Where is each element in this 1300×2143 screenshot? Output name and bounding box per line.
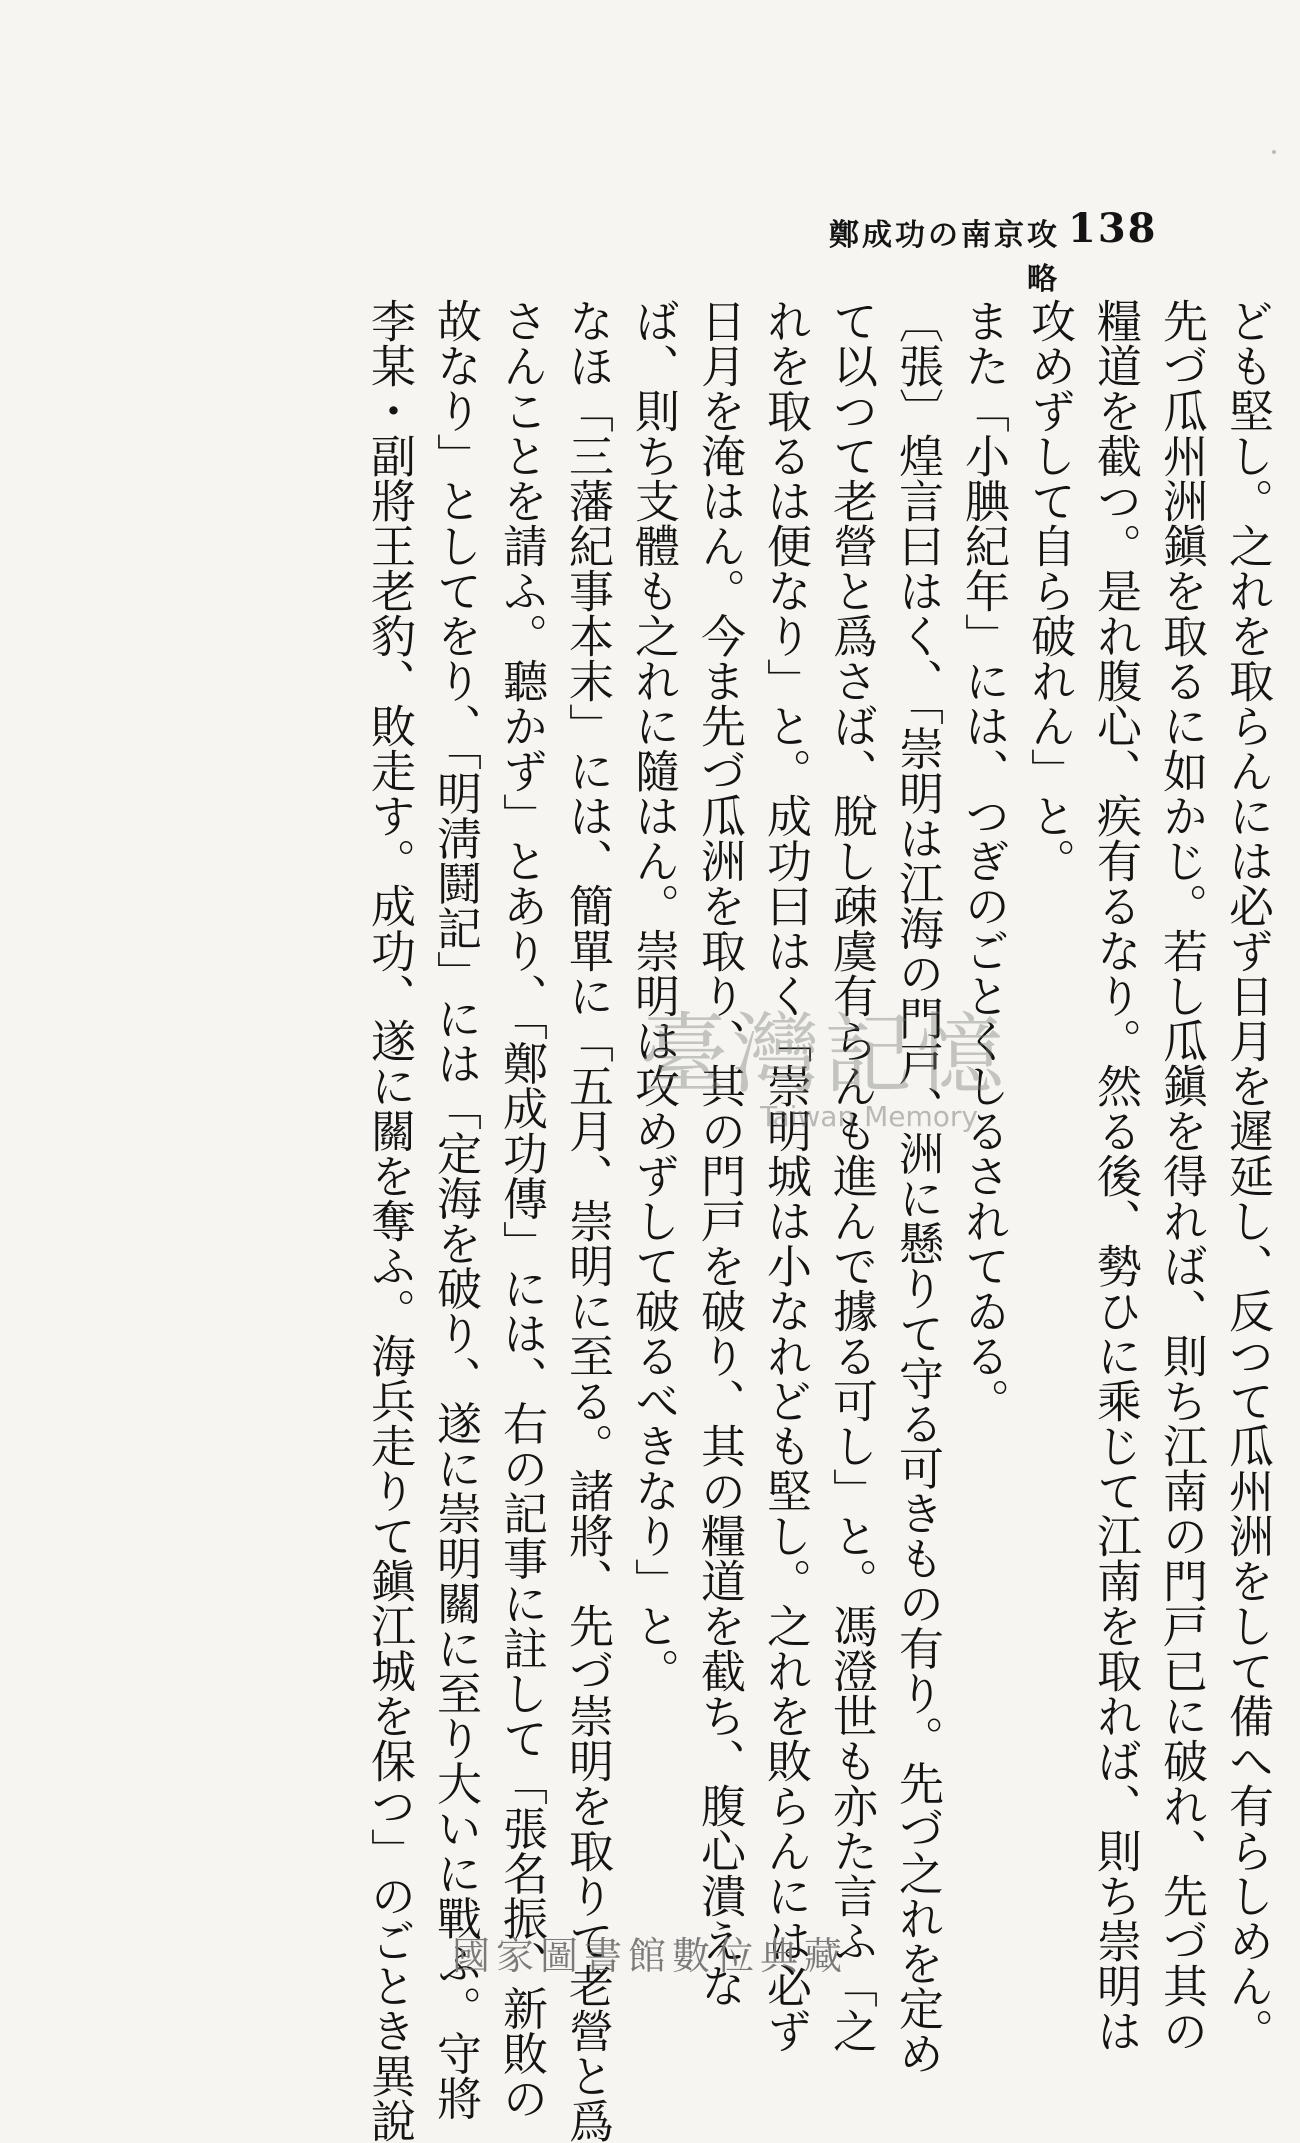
watermark-subtext: Taiwan Memory	[760, 1100, 978, 1133]
margin-speck	[1272, 150, 1276, 154]
text-column-5: また「小腆紀年」には、つぎのごとくしるされてゐる。	[957, 298, 1010, 1423]
footer-credit: 國家圖書館數位典藏	[451, 1934, 848, 1978]
text-column-12: さんことを請ふ。聽かず」とあり、「鄭成功傳」には、右の記事に註して「張名振、新敗の	[495, 298, 548, 2121]
text-column-13: 故なり」としてをり、「明淸鬪記」には「定海を破り、遂に崇明關に至り大いに戰ふ。守將	[429, 298, 482, 2121]
running-title: 鄭成功の南京攻略	[829, 218, 1060, 297]
text-column-6: 〔張〕煌言曰はく、「崇明は江海の門戸、洲に懸りて守る可きもの有り。先づ之れを定め	[891, 298, 944, 2076]
text-column-2: 先づ瓜州洲鎭を取るに如かじ。若し瓜鎭を得れば、則ち江南の門戸已に破れ、先づ其の	[1155, 298, 1208, 2053]
page-number: 138	[1068, 205, 1158, 252]
text-column-7: て以つて老營と爲さば、脫し疎虞有らんも進んで據る可し」と。馮澄世も亦た言ふ「之	[825, 298, 878, 2053]
text-column-9: 日月を淹はん。今ま先づ瓜洲を取り、其の門戸を破り、其の糧道を截ち、腹心潰えな	[693, 298, 746, 2008]
text-column-1: ども堅し。之れを取らんには必ず日月を遲延し、反つて瓜州洲をして備へ有らしめん。	[1221, 298, 1274, 2053]
text-column-4: 攻めずして自ら破れん」と。	[1023, 298, 1076, 883]
text-column-3: 糧道を截つ。是れ腹心、疾有るなり。然る後、勢ひに乘じて江南を取れば、則ち崇明は	[1089, 298, 1142, 2053]
text-column-10: ば、則ち支體も之れに隨はん。崇明は攻めずして破るべきなり」と。	[627, 298, 680, 1693]
text-column-8: れを取るは便なり」と。成功曰はく「崇明城は小なれども堅し。之れを敗らんには必ず	[759, 298, 812, 2053]
watermark-logo: 臺灣記憶	[640, 1003, 1009, 1106]
text-column-14: 李某・副將王老豹、敗走す。成功、遂に關を奪ふ。海兵走りて鎭江城を保つ」のごとき異說	[363, 298, 416, 2143]
text-column-11: なほ「三藩紀事本末」には、簡單に「五月、崇明に至る。諸將、先づ崇明を取りて老營と爲	[561, 298, 614, 2143]
